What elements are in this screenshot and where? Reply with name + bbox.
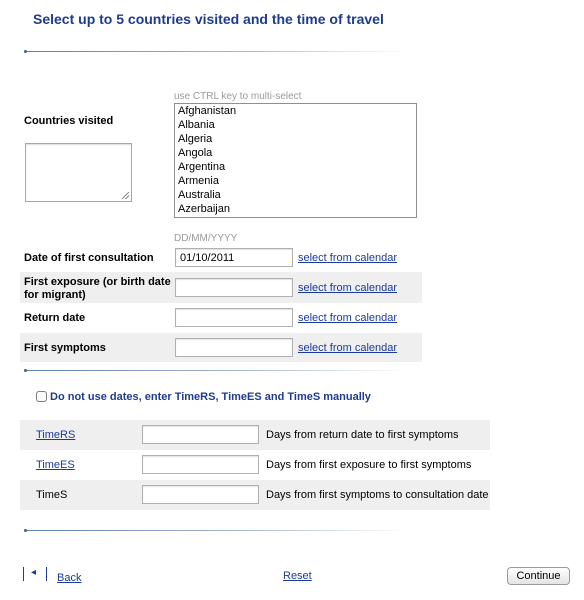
back-arrow-icon[interactable]: ◂ bbox=[31, 567, 37, 578]
first-symptoms-label: First symptoms bbox=[24, 342, 106, 354]
times-label: TimeS bbox=[36, 489, 68, 501]
country-option[interactable]: Armenia bbox=[178, 175, 219, 187]
manual-entry-label[interactable]: Do not use dates, enter TimeRS, TimeES and TimeS manually bbox=[50, 391, 371, 403]
return-date-calendar-link[interactable]: select from calendar bbox=[298, 312, 398, 324]
return-date-input[interactable] bbox=[175, 308, 293, 327]
country-option[interactable]: Argentina bbox=[178, 161, 226, 173]
country-option[interactable]: Albania bbox=[178, 119, 215, 131]
return-date-label: Return date bbox=[24, 312, 86, 324]
first-exposure-label: First exposure (or birth date for migrant) bbox=[24, 276, 171, 301]
divider bbox=[24, 51, 408, 52]
first-exposure-calendar-link[interactable]: select from calendar bbox=[298, 282, 398, 294]
first-consultation-input[interactable]: 01/10/2011 bbox=[175, 248, 293, 267]
country-option[interactable]: Afghanistan bbox=[178, 105, 237, 117]
timers-link[interactable]: TimeRS bbox=[36, 429, 76, 441]
back-icon-frame[interactable] bbox=[23, 567, 47, 581]
timers-input[interactable] bbox=[142, 425, 259, 444]
countries-selected-textarea[interactable] bbox=[25, 143, 132, 202]
page-title: Select up to 5 countries visited and the time of travel bbox=[33, 11, 384, 27]
timees-input[interactable] bbox=[142, 455, 259, 474]
times-description: Days from first symptoms to consultation date bbox=[266, 489, 489, 501]
divider bbox=[24, 370, 408, 371]
first-consultation-calendar-link[interactable]: select from calendar bbox=[298, 252, 398, 264]
manual-entry-checkbox[interactable] bbox=[36, 391, 47, 402]
date-format-hint: DD/MM/YYYY bbox=[174, 233, 238, 244]
timees-link[interactable]: TimeES bbox=[36, 459, 75, 471]
continue-button[interactable]: Continue bbox=[507, 567, 570, 585]
timees-description: Days from first exposure to first symptoms bbox=[266, 459, 472, 471]
first-consultation-label: Date of first consultation bbox=[24, 252, 154, 264]
reset-link[interactable]: Reset bbox=[283, 570, 312, 582]
back-link[interactable]: Back bbox=[57, 572, 82, 584]
country-option[interactable]: Azerbaijan bbox=[178, 203, 230, 215]
country-option[interactable]: Algeria bbox=[178, 133, 213, 145]
countries-listbox[interactable] bbox=[174, 103, 417, 218]
timers-description: Days from return date to first symptoms bbox=[266, 429, 459, 441]
times-input[interactable] bbox=[142, 485, 259, 504]
country-option[interactable]: Australia bbox=[178, 189, 221, 201]
first-exposure-input[interactable] bbox=[175, 278, 293, 297]
first-symptoms-calendar-link[interactable]: select from calendar bbox=[298, 342, 398, 354]
multi-select-hint: use CTRL key to multi-select bbox=[174, 91, 302, 102]
country-option[interactable]: Angola bbox=[178, 147, 213, 159]
first-symptoms-input[interactable] bbox=[175, 338, 293, 357]
countries-visited-label: Countries visited bbox=[24, 115, 114, 127]
divider bbox=[24, 530, 408, 531]
resize-grip-icon[interactable] bbox=[122, 192, 129, 199]
